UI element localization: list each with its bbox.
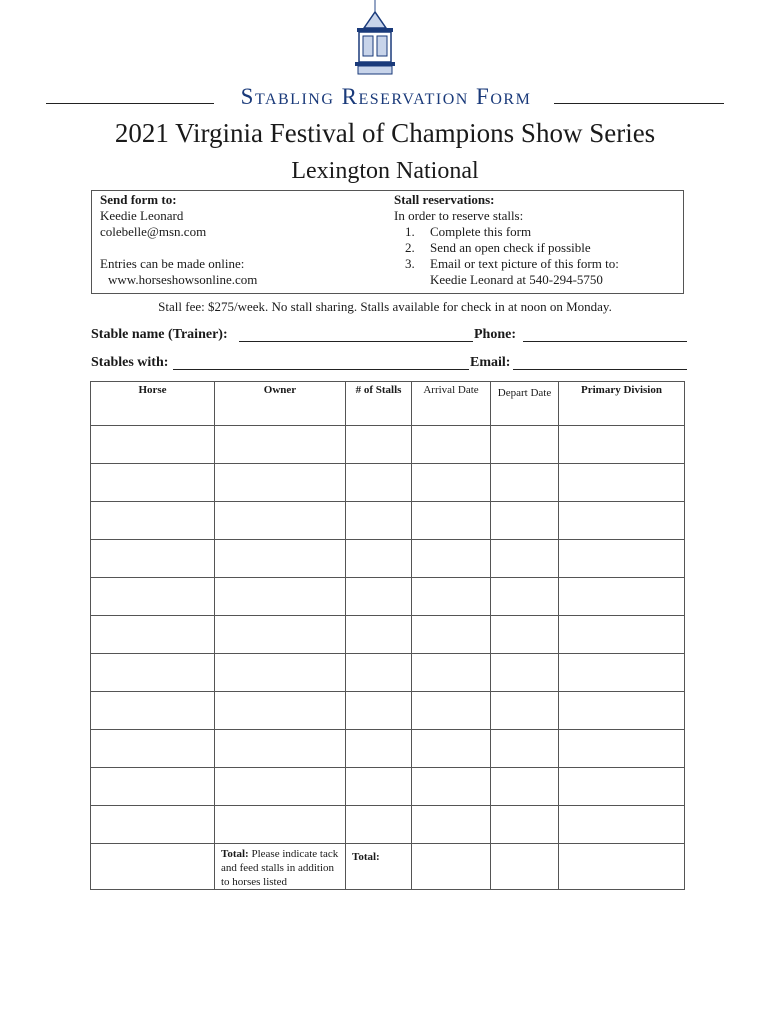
- stalls-cell[interactable]: [346, 502, 412, 540]
- column-header-depart: Depart Date: [491, 382, 559, 426]
- cupola-logo: [350, 0, 400, 78]
- horse-cell[interactable]: [91, 502, 215, 540]
- horse-cell[interactable]: [91, 464, 215, 502]
- column-header-owner: Owner: [215, 382, 346, 426]
- stall-fee-note: Stall fee: $275/week. No stall sharing. Stalls available for check in at noon on Monday.: [158, 299, 612, 314]
- form-title-row: [46, 84, 726, 112]
- stalls-cell[interactable]: [346, 464, 412, 502]
- total-stalls-cell[interactable]: [346, 844, 412, 890]
- step-item: 2. Send an open check if possible: [405, 240, 591, 255]
- horse-cell[interactable]: [91, 578, 215, 616]
- horse-cell[interactable]: [91, 730, 215, 768]
- table-row: [91, 654, 685, 692]
- reservation-contact: Keedie Leonard at 540-294-5750: [430, 272, 603, 287]
- total-cell-horse[interactable]: [91, 844, 215, 890]
- stalls-cell[interactable]: [346, 806, 412, 844]
- phone-input[interactable]: [523, 341, 687, 342]
- depart-date-cell[interactable]: [491, 806, 559, 844]
- step-item: 1. Complete this form: [405, 224, 532, 239]
- send-form-heading: Send form to:: [100, 192, 177, 207]
- owner-cell[interactable]: [215, 578, 346, 616]
- stables-with-input[interactable]: [173, 369, 469, 370]
- division-cell[interactable]: [559, 806, 685, 844]
- stalls-cell[interactable]: [346, 540, 412, 578]
- stalls-cell[interactable]: [346, 426, 412, 464]
- table-row: [91, 730, 685, 768]
- arrival-date-cell[interactable]: [412, 730, 491, 768]
- form-title: Stabling Reservation Form: [240, 84, 532, 109]
- owner-cell[interactable]: [215, 806, 346, 844]
- table-row: [91, 426, 685, 464]
- division-cell[interactable]: [559, 502, 685, 540]
- total-row: [91, 844, 685, 890]
- online-entries-link[interactable]: www.horseshowsonline.com: [108, 272, 258, 287]
- table-row: [91, 464, 685, 502]
- division-cell[interactable]: [559, 540, 685, 578]
- stalls-cell[interactable]: [346, 692, 412, 730]
- stables-with-label: Stables with:: [91, 355, 169, 370]
- division-cell[interactable]: [559, 426, 685, 464]
- column-header-division: Primary Division: [559, 382, 685, 426]
- total-note-label: Total:: [221, 848, 249, 860]
- send-form-section: [100, 192, 385, 288]
- owner-cell[interactable]: [215, 768, 346, 806]
- horse-cell[interactable]: [91, 692, 215, 730]
- division-cell[interactable]: [559, 768, 685, 806]
- horse-cell[interactable]: [91, 616, 215, 654]
- horse-cell[interactable]: [91, 806, 215, 844]
- table-header-row: [91, 382, 685, 426]
- table-row: [91, 540, 685, 578]
- table-row: [91, 768, 685, 806]
- stalls-cell[interactable]: [346, 578, 412, 616]
- depart-date-cell[interactable]: [491, 730, 559, 768]
- division-cell[interactable]: [559, 654, 685, 692]
- depart-date-cell[interactable]: [491, 426, 559, 464]
- owner-cell[interactable]: [215, 426, 346, 464]
- owner-cell[interactable]: [215, 616, 346, 654]
- total-cell-division[interactable]: [559, 844, 685, 890]
- owner-cell[interactable]: [215, 502, 346, 540]
- title-rule-left: [46, 103, 214, 104]
- depart-date-cell[interactable]: [491, 502, 559, 540]
- owner-cell[interactable]: [215, 464, 346, 502]
- division-cell[interactable]: [559, 730, 685, 768]
- stall-reservations-intro: In order to reserve stalls:: [394, 208, 524, 223]
- table-row: [91, 502, 685, 540]
- total-note-text: Please indicate tack and feed stalls in addition to horses listed: [221, 848, 339, 888]
- arrival-date-cell[interactable]: [412, 768, 491, 806]
- online-entries-label: Entries can be made online:: [100, 256, 245, 271]
- depart-date-cell[interactable]: [491, 540, 559, 578]
- column-header-stalls: # of Stalls: [346, 382, 412, 426]
- total-cell-depart[interactable]: [491, 844, 559, 890]
- arrival-date-cell[interactable]: [412, 692, 491, 730]
- arrival-date-cell[interactable]: [412, 540, 491, 578]
- stable-name-label: Stable name (Trainer):: [91, 327, 228, 342]
- stables-with-row: [91, 355, 687, 373]
- contact-name: Keedie Leonard: [100, 208, 184, 223]
- arrival-date-cell[interactable]: [412, 616, 491, 654]
- stable-name-row: [91, 327, 687, 345]
- stalls-cell[interactable]: [346, 768, 412, 806]
- email-input[interactable]: [513, 369, 687, 370]
- horse-cell[interactable]: [91, 768, 215, 806]
- owner-cell[interactable]: [215, 730, 346, 768]
- division-cell[interactable]: [559, 616, 685, 654]
- total-stalls-label: Total:: [352, 851, 380, 863]
- arrival-date-cell[interactable]: [412, 578, 491, 616]
- depart-date-cell[interactable]: [491, 578, 559, 616]
- reservation-table: [90, 381, 685, 890]
- depart-date-cell[interactable]: [491, 654, 559, 692]
- horse-cell[interactable]: [91, 654, 215, 692]
- horse-cell[interactable]: [91, 540, 215, 578]
- stalls-cell[interactable]: [346, 616, 412, 654]
- page-title: 2021 Virginia Festival of Champions Show Series: [114, 118, 656, 148]
- depart-date-cell[interactable]: [491, 464, 559, 502]
- owner-cell[interactable]: [215, 692, 346, 730]
- owner-cell[interactable]: [215, 540, 346, 578]
- depart-date-cell[interactable]: [491, 768, 559, 806]
- horse-cell[interactable]: [91, 426, 215, 464]
- division-cell[interactable]: [559, 578, 685, 616]
- table-row: [91, 692, 685, 730]
- arrival-date-cell[interactable]: [412, 806, 491, 844]
- page-subtitle: Lexington National: [291, 158, 479, 184]
- arrival-date-cell[interactable]: [412, 502, 491, 540]
- arrival-date-cell[interactable]: [412, 426, 491, 464]
- title-rule-right: [554, 103, 724, 104]
- stable-name-input[interactable]: [239, 341, 473, 342]
- table-row: [91, 616, 685, 654]
- info-box: [91, 190, 684, 294]
- step-item: 3. Email or text picture of this form to:: [405, 256, 619, 271]
- stall-reservations-section: [394, 192, 679, 288]
- depart-date-cell[interactable]: [491, 692, 559, 730]
- stall-reservations-heading: Stall reservations:: [394, 192, 495, 207]
- total-note-cell: [215, 844, 346, 890]
- contact-email: colebelle@msn.com: [100, 224, 207, 239]
- column-header-horse: Horse: [91, 382, 215, 426]
- owner-cell[interactable]: [215, 654, 346, 692]
- table-row: [91, 578, 685, 616]
- stalls-cell[interactable]: [346, 730, 412, 768]
- division-cell[interactable]: [559, 692, 685, 730]
- total-cell-arrival[interactable]: [412, 844, 491, 890]
- stalls-cell[interactable]: [346, 654, 412, 692]
- email-label: Email:: [470, 355, 511, 370]
- division-cell[interactable]: [559, 464, 685, 502]
- depart-date-cell[interactable]: [491, 616, 559, 654]
- table-row: [91, 806, 685, 844]
- phone-label: Phone:: [474, 327, 516, 342]
- column-header-arrival: Arrival Date: [412, 382, 491, 426]
- arrival-date-cell[interactable]: [412, 464, 491, 502]
- arrival-date-cell[interactable]: [412, 654, 491, 692]
